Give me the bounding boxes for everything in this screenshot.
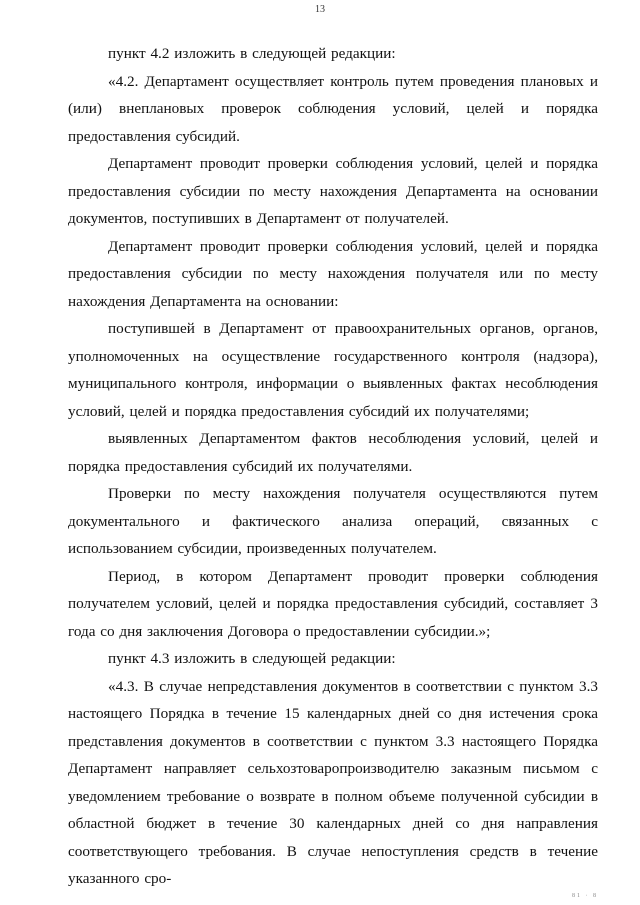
paragraph-amend-4-2: пункт 4.2 изложить в следующей редакции:	[108, 45, 396, 62]
paragraph-basis-detected-facts: выявленных Департаментом фактов несоблюдения условий, целей и порядка предоставления субсидий их получателями.	[68, 430, 598, 475]
paragraph-desk-inspection: Департамент проводит проверки соблюдения условий, целей и порядка предоставления субсидии по месту нахождения Департамента на основании документов, поступивших в Департамент от получателей.	[68, 155, 598, 227]
paragraph-4-2-control: «4.2. Департамент осуществляет контроль путем проведения плановых и (или) внеплановых проверок соблюдения условий, целей и порядка предоставления субсидий.	[68, 72, 598, 145]
paragraph-amend-4-3: пункт 4.3 изложить в следующей редакции:	[108, 650, 396, 667]
paragraph-basis-received-info: поступившей в Департамент от правоохранительных органов, органов, уполномоченных на осуществление государственного контроля (надзора), муниципального контроля, информации о выявленных фактах несоблюдения условий, целей и порядка предоставления субсидий их получателями;	[68, 320, 598, 420]
paragraph-4-3-return: «4.3. В случае непредставления документов в соответствии с пунктом 3.3 настоящего Порядка в течение 15 календарных дней со дня истечения срока представления документов в соответствии с пунктом 3.3 настоящего Порядка Департамент направляет сельхозтоваропроизводителю заказным письмом с уведомлением требование о возврате в полном объеме полученной субсидии в областной бюджет в течение 30 календарных дней со дня направления соответствующего требования. В случае непоступления средств в течение указанного сро-	[68, 677, 598, 887]
paragraph-onsite-inspection: Департамент проводит проверки соблюдения условий, целей и порядка предоставления субсидии по месту нахождения получателя или по месту нахождения Департамента на основании:	[68, 237, 598, 310]
paragraph-inspection-method: Проверки по месту нахождения получателя осуществляются путем документального и фактического анализа операций, связанных с использованием субсидии, произведенных получателем.	[68, 485, 598, 557]
page-number: 13	[315, 4, 325, 15]
paragraph-inspection-period: Период, в котором Департамент проводит проверки соблюдения получателем условий, целей и порядка предоставления субсидий, составляет 3 года со дня заключения Договора о предоставлении субсидии.»;	[68, 567, 598, 640]
document-body	[68, 40, 598, 893]
footer-mark: 81 · 8	[572, 893, 598, 899]
